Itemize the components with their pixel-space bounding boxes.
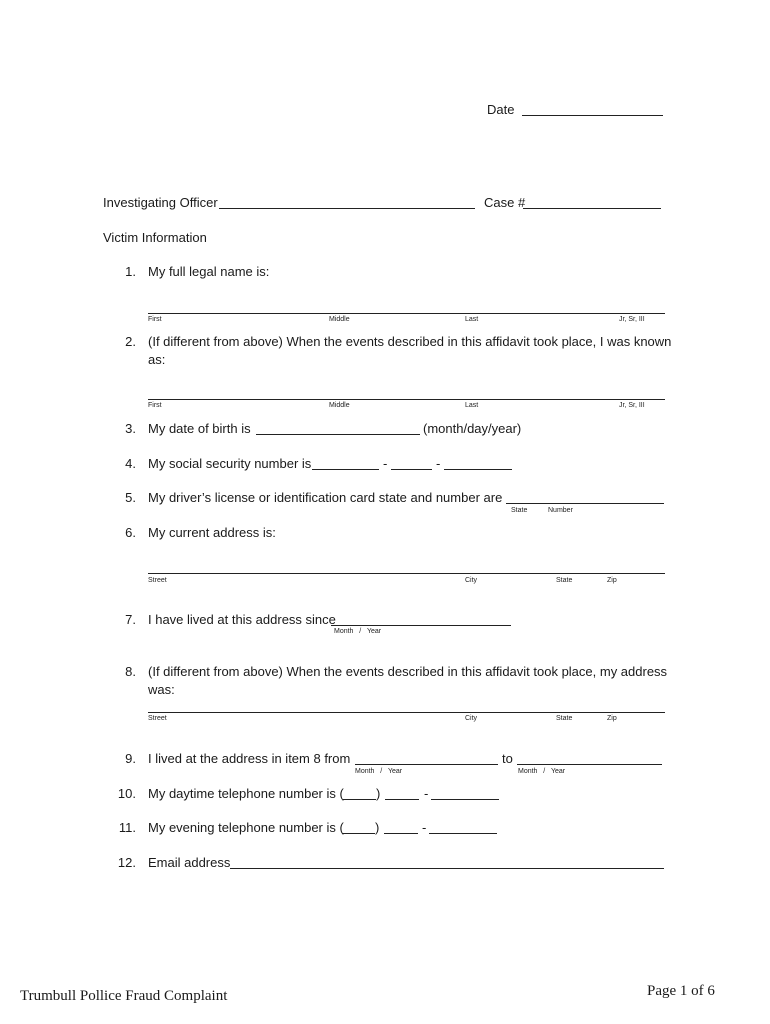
license-field[interactable] bbox=[506, 503, 664, 504]
month-year-caption: Month / Year bbox=[355, 768, 403, 775]
item-number: 9. bbox=[125, 751, 136, 766]
email-field[interactable] bbox=[230, 868, 664, 869]
evening-prefix-field[interactable] bbox=[384, 833, 418, 834]
paren-close: ) bbox=[375, 820, 380, 835]
page-number: Page 1 of 6 bbox=[647, 983, 715, 999]
phone-dash: - bbox=[422, 820, 427, 835]
case-number-field[interactable] bbox=[523, 208, 661, 209]
item-number: 5. bbox=[125, 490, 136, 505]
section-title: Victim Information bbox=[103, 230, 207, 245]
current-address-field[interactable] bbox=[148, 573, 665, 574]
q12-label: Email address bbox=[148, 855, 231, 870]
item-number: 11. bbox=[118, 820, 136, 835]
date-of-birth-field[interactable] bbox=[256, 434, 420, 435]
address-city-caption: City bbox=[465, 577, 478, 584]
item-number: 7. bbox=[125, 612, 136, 627]
name-last-caption: Last bbox=[465, 402, 479, 409]
phone-dash: - bbox=[424, 786, 429, 801]
daytime-prefix-field[interactable] bbox=[385, 799, 419, 800]
ssn-part1-field[interactable] bbox=[312, 469, 379, 470]
q11-label: My evening telephone number is ( bbox=[148, 820, 344, 835]
q8-label-cont: was: bbox=[148, 682, 175, 697]
item-number: 10. bbox=[117, 786, 136, 801]
q9-to-label: to bbox=[502, 751, 513, 766]
q10-label: My daytime telephone number is ( bbox=[148, 786, 344, 801]
item-number: 2. bbox=[125, 334, 136, 349]
item-number: 8. bbox=[125, 664, 136, 679]
case-number-label: Case # bbox=[484, 195, 526, 210]
daytime-line-field[interactable] bbox=[431, 799, 499, 800]
q2-label-cont: as: bbox=[148, 352, 166, 367]
q4-label: My social security number is bbox=[148, 456, 312, 471]
name-middle-caption: Middle bbox=[329, 316, 350, 323]
item-number: 12. bbox=[117, 855, 136, 870]
item-number: 1. bbox=[125, 264, 136, 279]
q6-label: My current address is: bbox=[148, 525, 276, 540]
daytime-area-code-field[interactable] bbox=[343, 799, 376, 800]
date-field[interactable] bbox=[522, 115, 663, 116]
investigating-officer-field[interactable] bbox=[219, 208, 475, 209]
license-number-caption: Number bbox=[548, 507, 573, 514]
address-street-caption: Street bbox=[148, 715, 167, 722]
q1-label: My full legal name is: bbox=[148, 264, 270, 279]
paren-close: ) bbox=[376, 786, 381, 801]
q5-label: My driver’s license or identification card state and number are bbox=[148, 490, 503, 505]
license-state-caption: State bbox=[511, 507, 528, 514]
q8-label: (If different from above) When the events described in this affidavit took place, my address bbox=[148, 664, 668, 679]
lived-since-field[interactable] bbox=[331, 625, 511, 626]
name-first-caption: First bbox=[148, 402, 162, 409]
name-first-caption: First bbox=[148, 316, 162, 323]
q9-label: I lived at the address in item 8 from bbox=[148, 751, 351, 766]
evening-area-code-field[interactable] bbox=[342, 833, 375, 834]
q3-label: My date of birth is bbox=[148, 421, 251, 436]
item-number: 4. bbox=[125, 456, 136, 471]
former-address-field[interactable] bbox=[148, 712, 665, 713]
ssn-part2-field[interactable] bbox=[391, 469, 432, 470]
footer-title: Trumbull Pollice Fraud Complaint bbox=[20, 988, 228, 1004]
name-last-caption: Last bbox=[465, 316, 479, 323]
date-label: Date bbox=[487, 102, 515, 117]
address-zip-caption: Zip bbox=[607, 577, 617, 584]
dob-format-hint: (month/day/year) bbox=[423, 421, 522, 436]
name-middle-caption: Middle bbox=[329, 402, 350, 409]
q2-label: (If different from above) When the events described in this affidavit took place, I was known bbox=[148, 334, 672, 349]
ssn-part3-field[interactable] bbox=[444, 469, 512, 470]
item-number: 6. bbox=[125, 525, 136, 540]
address-zip-caption: Zip bbox=[607, 715, 617, 722]
legal-name-field[interactable] bbox=[148, 313, 665, 314]
item-number: 3. bbox=[125, 421, 136, 436]
lived-from-field[interactable] bbox=[355, 764, 498, 765]
lived-to-field[interactable] bbox=[517, 764, 662, 765]
name-suffix-caption: Jr, Sr, III bbox=[619, 316, 645, 323]
address-state-caption: State bbox=[556, 715, 573, 722]
ssn-dash: - bbox=[383, 456, 388, 471]
address-street-caption: Street bbox=[148, 577, 167, 584]
address-city-caption: City bbox=[465, 715, 478, 722]
investigating-officer-label: Investigating Officer bbox=[103, 195, 218, 210]
month-year-caption: Month / Year bbox=[334, 628, 382, 635]
former-name-field[interactable] bbox=[148, 399, 665, 400]
evening-line-field[interactable] bbox=[429, 833, 497, 834]
month-year-caption: Month / Year bbox=[518, 768, 566, 775]
name-suffix-caption: Jr, Sr, III bbox=[619, 402, 645, 409]
ssn-dash: - bbox=[436, 456, 441, 471]
q7-label: I have lived at this address since bbox=[148, 612, 336, 627]
address-state-caption: State bbox=[556, 577, 573, 584]
